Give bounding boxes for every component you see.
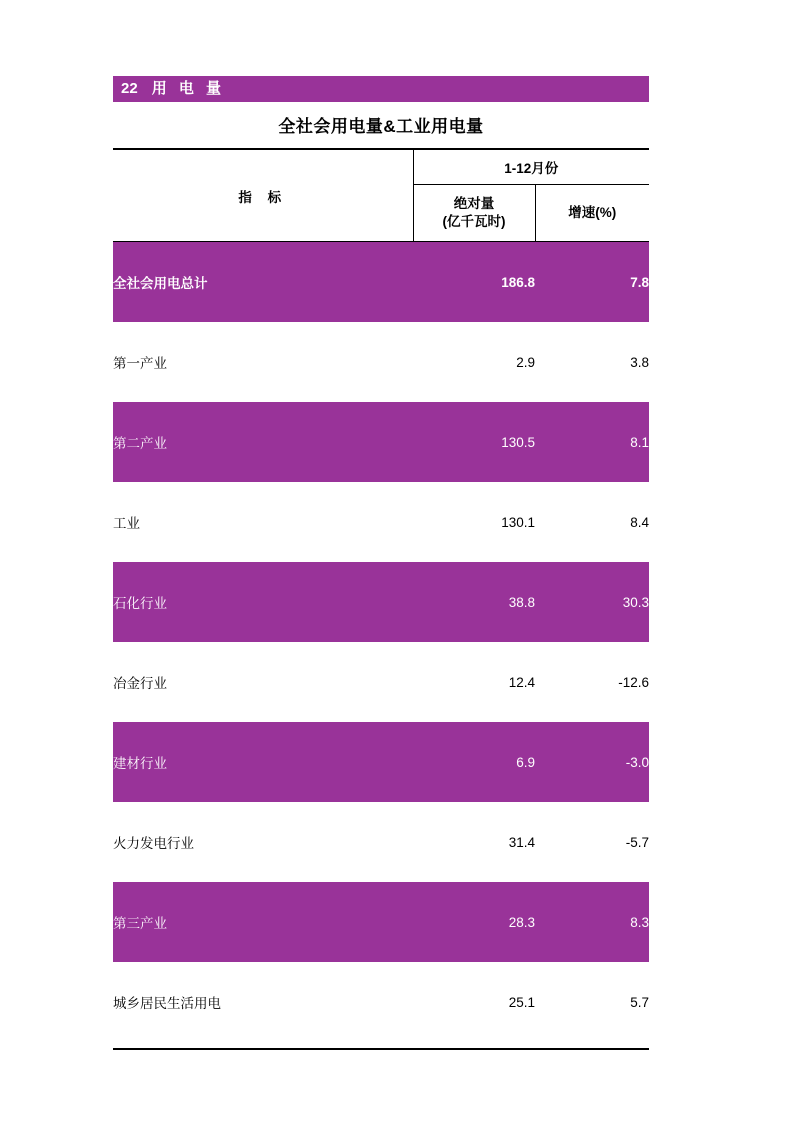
row-growth: 30.3 <box>535 562 649 642</box>
table-row <box>113 562 649 642</box>
column-header-absolute-label: 绝对量 <box>453 195 495 211</box>
row-label: 冶金行业 <box>113 642 413 722</box>
row-label: 第三产业 <box>113 882 413 962</box>
row-growth: -3.0 <box>535 722 649 802</box>
table-row <box>113 722 649 802</box>
row-growth: 8.4 <box>535 482 649 562</box>
column-header-growth: 增速(%) <box>535 185 649 242</box>
table-bottom-rule <box>113 1048 649 1050</box>
row-growth: 8.1 <box>535 402 649 482</box>
row-label: 第一产业 <box>113 322 413 402</box>
row-growth: 3.8 <box>535 322 649 402</box>
row-absolute: 130.5 <box>413 402 535 482</box>
row-absolute: 12.4 <box>413 642 535 722</box>
column-header-indicator: 指 标 <box>113 149 413 242</box>
row-absolute: 2.9 <box>413 322 535 402</box>
row-growth: -12.6 <box>535 642 649 722</box>
row-label: 建材行业 <box>113 722 413 802</box>
table-row <box>113 402 649 482</box>
section-header <box>113 76 649 102</box>
column-header-absolute-unit: (亿千瓦时) <box>442 214 506 229</box>
electricity-consumption-table <box>113 148 649 1042</box>
row-absolute: 28.3 <box>413 882 535 962</box>
table-row <box>113 642 649 722</box>
section-title: 用 电 量 <box>151 80 226 97</box>
table-row <box>113 242 649 323</box>
row-label: 全社会用电总计 <box>113 242 413 323</box>
row-growth: -5.7 <box>535 802 649 882</box>
column-header-absolute <box>413 185 535 242</box>
row-absolute: 31.4 <box>413 802 535 882</box>
table-row <box>113 322 649 402</box>
page-title: 全社会用电量&工业用电量 <box>278 117 484 136</box>
table-row <box>113 882 649 962</box>
row-absolute: 38.8 <box>413 562 535 642</box>
table-row <box>113 962 649 1042</box>
row-absolute: 130.1 <box>413 482 535 562</box>
column-header-period: 1-12月份 <box>413 149 649 185</box>
section-number: 22 <box>121 80 138 97</box>
row-growth: 7.8 <box>535 242 649 323</box>
row-growth: 8.3 <box>535 882 649 962</box>
table-row <box>113 802 649 882</box>
row-absolute: 6.9 <box>413 722 535 802</box>
row-label: 石化行业 <box>113 562 413 642</box>
row-growth: 5.7 <box>535 962 649 1042</box>
row-absolute: 186.8 <box>413 242 535 323</box>
row-label: 工业 <box>113 482 413 562</box>
table-body <box>113 149 649 1042</box>
table-header-row-1 <box>113 149 649 185</box>
row-label: 城乡居民生活用电 <box>113 962 413 1042</box>
table-row <box>113 482 649 562</box>
row-absolute: 25.1 <box>413 962 535 1042</box>
row-label: 火力发电行业 <box>113 802 413 882</box>
row-label: 第二产业 <box>113 402 413 482</box>
